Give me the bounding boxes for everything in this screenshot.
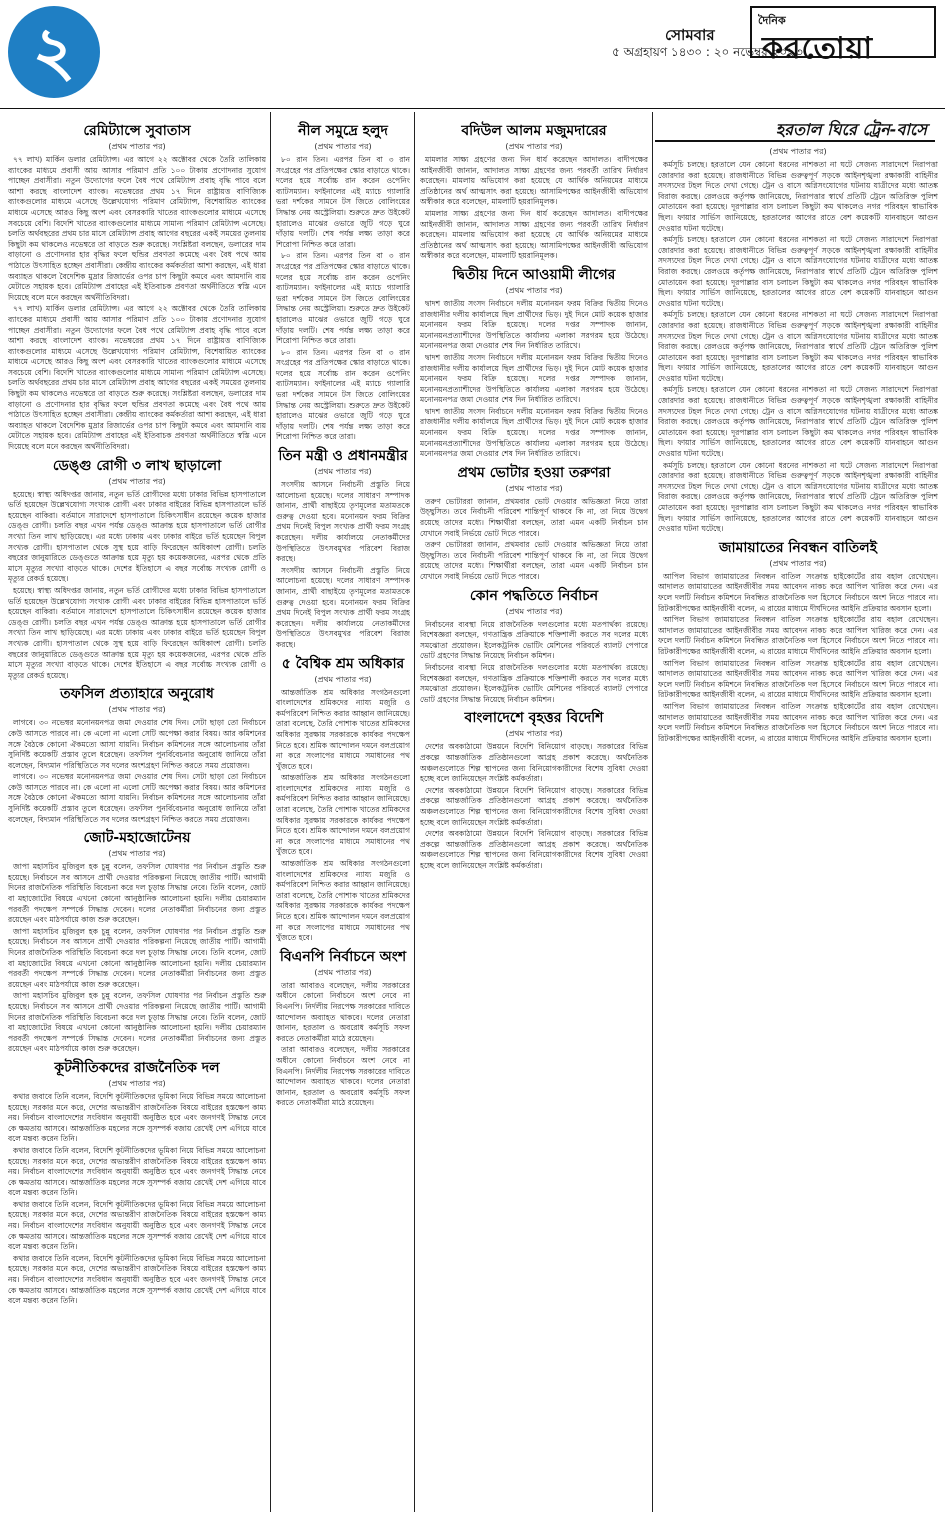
banner-headline: হরতাল ঘিরে ট্রেন-বাসে xyxy=(655,118,935,142)
article-body: দ্বাদশ জাতীয় সংসদ নির্বাচনে দলীয় মনোনয়ন ফরম বিক্রির দ্বিতীয় দিনেও রাজধানীর দলীয় কার্যালয়ে ছিল প্রার্থীদের ভিড়। দুই দিনে মোট কয়েক হাজার মনোনয়ন ফরম বিক্রি হয়েছে। দলের দপ্তর সম্পাদক জানান, মনোনয়নপ্রত্যাশীদের উপস্থিতিতে কার্যালয় এলাকা সরগরম হয়ে উঠেছে। মনোনয়নপত্র জমা দেওয়ার শেষ দিন নির্ধারিত তারিখে। xyxy=(420,352,648,405)
newspaper-logo xyxy=(750,6,936,66)
article-8[interactable] xyxy=(276,655,410,944)
article-10[interactable] xyxy=(420,122,648,262)
article-16[interactable] xyxy=(658,539,938,745)
article-body: কর্মসূচি চলছে। হরতালে যেন কোনো ধরনের নাশকতা না ঘটে সেজন্য সারাদেশে নিরাপত্তা জোরদার করা হয়েছে। রাজধানীতে বিভিন্ন গুরুত্বপূর্ণ সড়কে আইনশৃঙ্খলা রক্ষাকারী বাহিনীর সদস্যদের টহল দিতে দেখা গেছে। ট্রেন ও বাসে অগ্নিসংযোগের ঘটনায় যাত্রীদের মধ্যে আতঙ্ক বিরাজ করছে। রেলওয়ে কর্তৃপক্ষ জানিয়েছে, নিরাপত্তার স্বার্থে প্রতিটি ট্রেনে অতিরিক্ত পুলিশ মোতায়েন করা হয়েছে। দূরপাল্লার বাস চলাচল কিছুটা কম থাকলেও নগর পরিবহন স্বাভাবিক ছিল। ফায়ার সার্ভিস জানিয়েছে, হরতালের আগের রাতে বেশ কয়েকটি যানবাহনে আগুন দেওয়ার ঘটনা ঘটেছে। xyxy=(658,460,938,534)
article-body: কর্মসূচি চলছে। হরতালে যেন কোনো ধরনের নাশকতা না ঘটে সেজন্য সারাদেশে নিরাপত্তা জোরদার করা হয়েছে। রাজধানীতে বিভিন্ন গুরুত্বপূর্ণ সড়কে আইনশৃঙ্খলা রক্ষাকারী বাহিনীর সদস্যদের টহল দিতে দেখা গেছে। ট্রেন ও বাসে অগ্নিসংযোগের ঘটনায় যাত্রীদের মধ্যে আতঙ্ক বিরাজ করছে। রেলওয়ে কর্তৃপক্ষ জানিয়েছে, নিরাপত্তার স্বার্থে প্রতিটি ট্রেনে অতিরিক্ত পুলিশ মোতায়েন করা হয়েছে। দূরপাল্লার বাস চলাচল কিছুটা কম থাকলেও নগর পরিবহন স্বাভাবিক ছিল। ফায়ার সার্ভিস জানিয়েছে, হরতালের আগের রাতে বেশ কয়েকটি যানবাহনে আগুন দেওয়ার ঘটনা ঘটেছে। xyxy=(658,235,938,308)
article-body: দেশের অবকাঠামো উন্নয়নে বিদেশি বিনিয়োগ বাড়ছে। সরকারের বিভিন্ন প্রকল্পে আন্তর্জাতিক প্রতিষ্ঠানগুলো আগ্রহ প্রকাশ করেছে। অর্থনৈতিক অঞ্চলগুলোতে শিল্প স্থাপনের জন্য বিনিয়োগকারীদের বিশেষ সুবিধা দেওয়া হচ্ছে বলে জানিয়েছেন সংশ্লিষ্ট কর্মকর্তারা। xyxy=(420,785,648,827)
article-body: হয়েছে। স্বাস্থ্য অধিদপ্তর জানায়, নতুন ভর্তি রোগীদের মধ্যে ঢাকার বিভিন্ন হাসপাতালে ভর্তি হয়েছেন উল্লেখযোগ্য সংখ্যক রোগী এবং ঢাকার বাইরের বিভিন্ন হাসপাতালে ভর্তি হয়েছেন বাকিরা। বর্তমানে সারাদেশে হাসপাতালে চিকিৎসাধীন রয়েছেন কয়েক হাজার ডেঙ্গু রোগী। চলতি বছর এখন পর্যন্ত ডেঙ্গু আক্রান্ত হয়ে হাসপাতালে ভর্তি রোগীর সংখ্যা তিন লাখ ছাড়িয়েছে। এর মধ্যে ঢাকায় এবং ঢাকার বাইরে ভর্তি হয়েছেন বিপুল সংখ্যক রোগী। হাসপাতাল থেকে সুস্থ হয়ে বাড়ি ফিরেছেন অধিকাংশ রোগী। চলতি বছরের জানুয়ারিতে ডেঙ্গুতে আক্রান্ত হয়ে মৃত্যু হয় কয়েকজনের, এরপর থেকে প্রতি মাসে মৃত্যুর সংখ্যা বাড়তে থাকে। দেশের ইতিহাসে এ বছর সর্বোচ্চ সংখ্যক রোগী ও মৃত্যুর রেকর্ড হয়েছে। xyxy=(8,585,266,680)
article-body: হয়েছে। স্বাস্থ্য অধিদপ্তর জানায়, নতুন ভর্তি রোগীদের মধ্যে ঢাকার বিভিন্ন হাসপাতালে ভর্তি হয়েছেন উল্লেখযোগ্য সংখ্যক রোগী এবং ঢাকার বাইরের বিভিন্ন হাসপাতালে ভর্তি হয়েছেন বাকিরা। বর্তমানে সারাদেশে হাসপাতালে চিকিৎসাধীন রয়েছেন কয়েক হাজার ডেঙ্গু রোগী। চলতি বছর এখন পর্যন্ত ডেঙ্গু আক্রান্ত হয়ে হাসপাতালে ভর্তি রোগীর সংখ্যা তিন লাখ ছাড়িয়েছে। এর মধ্যে ঢাকায় এবং ঢাকার বাইরে ভর্তি হয়েছেন বিপুল সংখ্যক রোগী। হাসপাতাল থেকে সুস্থ হয়ে বাড়ি ফিরেছেন অধিকাংশ রোগী। চলতি বছরের জানুয়ারিতে ডেঙ্গুতে আক্রান্ত হয়ে মৃত্যু হয় কয়েকজনের, এরপর থেকে প্রতি মাসে মৃত্যুর সংখ্যা বাড়তে থাকে। দেশের ইতিহাসে এ বছর সর্বোচ্চ সংখ্যক রোগী ও মৃত্যুর রেকর্ড হয়েছে। xyxy=(8,489,266,584)
masthead-rule xyxy=(0,108,945,109)
article-9[interactable] xyxy=(276,948,410,1109)
logo-title: করতোয়া xyxy=(762,31,874,66)
article-body: নির্বাচনের ব্যবস্থা নিয়ে রাজনৈতিক দলগুলোর মধ্যে মতপার্থক্য রয়েছে। বিশেষজ্ঞরা বলছেন, গণতান্ত্রিক প্রক্রিয়াকে শক্তিশালী করতে সব দলের মধ্যে সমঝোতা প্রয়োজন। ইলেকট্রনিক ভোটিং মেশিনের পরিবর্তে ব্যালট পেপারে ভোট গ্রহণের সিদ্ধান্ত নিয়েছে নির্বাচন কমিশন। xyxy=(420,662,648,704)
article-body: লাগবে। ৩০ নভেম্বর মনোনয়নপত্র জমা দেওয়ার শেষ দিন। সেটা ছাড়া তো নির্বাচনে কেউ আসতে পারবে না। কে এলো না এলো সেটি অপেক্ষা করার বিষয়। আর কমিশনের সঙ্গে বৈঠকে কোনো ঐকমত্যে আসা যায়নি। নির্বাচন কমিশনের সঙ্গে আলোচনায় তাঁরা সুনির্দিষ্ট কয়েকটি প্রস্তাব তুলে ধরেছেন। তফসিল পুনর্বিবেচনার অনুরোধ জানিয়ে তাঁরা বলেছেন, বিদ্যমান পরিস্থিতিতে সব দলের অংশগ্রহণ নিশ্চিত করতে সময় প্রয়োজন। xyxy=(8,772,266,824)
article-body: সংসদীয় আসনে নির্বাচনী প্রস্তুতি নিয়ে আলোচনা হয়েছে। দলের সাধারণ সম্পাদক জানান, প্রার্থী বাছাইয়ে তৃণমূলের মতামতকে গুরুত্ব দেওয়া হবে। মনোনয়ন ফরম বিক্রির প্রথম দিনেই বিপুল সংখ্যক প্রার্থী ফরম সংগ্রহ করেছেন। দলীয় কার্যালয়ে নেতাকর্মীদের উপস্থিতিতে উৎসবমুখর পরিবেশ বিরাজ করছে। xyxy=(276,565,410,649)
article-body: কর্মসূচি চলছে। হরতালে যেন কোনো ধরনের নাশকতা না ঘটে সেজন্য সারাদেশে নিরাপত্তা জোরদার করা হয়েছে। রাজধানীতে বিভিন্ন গুরুত্বপূর্ণ সড়কে আইনশৃঙ্খলা রক্ষাকারী বাহিনীর সদস্যদের টহল দিতে দেখা গেছে। ট্রেন ও বাসে অগ্নিসংযোগের ঘটনায় যাত্রীদের মধ্যে আতঙ্ক বিরাজ করছে। রেলওয়ে কর্তৃপক্ষ জানিয়েছে, নিরাপত্তার স্বার্থে প্রতিটি ট্রেনে অতিরিক্ত পুলিশ মোতায়েন করা হয়েছে। দূরপাল্লার বাস চলাচল কিছুটা কম থাকলেও নগর পরিবহন স্বাভাবিক ছিল। ফায়ার সার্ভিস জানিয়েছে, হরতালের আগের রাতে বেশ কয়েকটি যানবাহনে আগুন দেওয়ার ঘটনা ঘটেছে। xyxy=(658,310,938,383)
article-title: বাংলাদেশে বৃহত্তর বিদেশি xyxy=(464,710,604,727)
article-jump: (প্রথম পাতার পর) xyxy=(505,729,563,739)
article-body: কর্মসূচি চলছে। হরতালে যেন কোনো ধরনের নাশকতা না ঘটে সেজন্য সারাদেশে নিরাপত্তা জোরদার করা হয়েছে। রাজধানীতে বিভিন্ন গুরুত্বপূর্ণ সড়কে আইনশৃঙ্খলা রক্ষাকারী বাহিনীর সদস্যদের টহল দিতে দেখা গেছে। ট্রেন ও বাসে অগ্নিসংযোগের ঘটনায় যাত্রীদের মধ্যে আতঙ্ক বিরাজ করছে। রেলওয়ে কর্তৃপক্ষ জানিয়েছে, নিরাপত্তার স্বার্থে প্রতিটি ট্রেনে অতিরিক্ত পুলিশ মোতায়েন করা হয়েছে। দূরপাল্লার বাস চলাচল কিছুটা কম থাকলেও নগর পরিবহন স্বাভাবিক ছিল। ফায়ার সার্ভিস জানিয়েছে, হরতালের আগের রাতে বেশ কয়েকটি যানবাহনে আগুন দেওয়ার ঘটনা ঘটেছে। xyxy=(658,160,938,233)
article-title: কূটনীতিকদের রাজনৈতিক দল xyxy=(54,1059,220,1076)
article-body: দ্বাদশ জাতীয় সংসদ নির্বাচনে দলীয় মনোনয়ন ফরম বিক্রির দ্বিতীয় দিনেও রাজধানীর দলীয় কার্যালয়ে ছিল প্রার্থীদের ভিড়। দুই দিনে মোট কয়েক হাজার মনোনয়ন ফরম বিক্রি হয়েছে। দলের দপ্তর সম্পাদক জানান, মনোনয়নপ্রত্যাশীদের উপস্থিতিতে কার্যালয় এলাকা সরগরম হয়ে উঠেছে। মনোনয়নপত্র জমা দেওয়ার শেষ দিন নির্ধারিত তারিখে। xyxy=(420,406,648,459)
article-5[interactable] xyxy=(8,1059,266,1307)
article-title: বদিউল আলম মজুমদারের xyxy=(461,123,607,139)
article-jump: (প্রথম পাতার পর) xyxy=(314,467,372,477)
article-11[interactable] xyxy=(420,266,648,460)
article-body: দেশের অবকাঠামো উন্নয়নে বিদেশি বিনিয়োগ বাড়ছে। সরকারের বিভিন্ন প্রকল্পে আন্তর্জাতিক প্রতিষ্ঠানগুলো আগ্রহ প্রকাশ করেছে। অর্থনৈতিক অঞ্চলগুলোতে শিল্প স্থাপনের জন্য বিনিয়োগকারীদের বিশেষ সুবিধা দেওয়া হচ্ছে বলে জানিয়েছেন সংশ্লিষ্ট কর্মকর্তারা। xyxy=(420,829,648,870)
article-title: জোট-মহাজোটেনয় xyxy=(83,830,191,847)
article-body: আপিল বিভাগ জামায়াতের নিবন্ধন বাতিল সংক্রান্ত হাইকোর্টের রায় বহাল রেখেছেন। আদালত জামায়াতের আইনজীবীর সময় আবেদন নাকচ করে আপিল খারিজ করে দেন। এর ফলে দলটি নির্বাচন কমিশনে নিবন্ধিত রাজনৈতিক দল হিসেবে নির্বাচনে অংশ নিতে পারবে না। রিটকারীপক্ষের আইনজীবী বলেন, এ রায়ের মাধ্যমে দীর্ঘদিনের আইনি প্রক্রিয়ার অবসান হলো। xyxy=(658,571,938,613)
article-body: কর্মসূচি চলছে। হরতালে যেন কোনো ধরনের নাশকতা না ঘটে সেজন্য সারাদেশে নিরাপত্তা জোরদার করা হয়েছে। রাজধানীতে বিভিন্ন গুরুত্বপূর্ণ সড়কে আইনশৃঙ্খলা রক্ষাকারী বাহিনীর সদস্যদের টহল দিতে দেখা গেছে। ট্রেন ও বাসে অগ্নিসংযোগের ঘটনায় যাত্রীদের মধ্যে আতঙ্ক বিরাজ করছে। রেলওয়ে কর্তৃপক্ষ জানিয়েছে, নিরাপত্তার স্বার্থে প্রতিটি ট্রেনে অতিরিক্ত পুলিশ মোতায়েন করা হয়েছে। দূরপাল্লার বাস চলাচল কিছুটা কম থাকলেও নগর পরিবহন স্বাভাবিক ছিল। ফায়ার সার্ভিস জানিয়েছে, হরতালের আগের রাতে বেশ কয়েকটি যানবাহনে আগুন দেওয়ার ঘটনা ঘটেছে। xyxy=(658,385,938,459)
article-title: বিএনপি নির্বাচনে অংশ xyxy=(279,948,407,965)
article-body: দ্বাদশ জাতীয় সংসদ নির্বাচনে দলীয় মনোনয়ন ফরম বিক্রির দ্বিতীয় দিনেও রাজধানীর দলীয় কার্যালয়ে ছিল প্রার্থীদের ভিড়। দুই দিনে মোট কয়েক হাজার মনোনয়ন ফরম বিক্রি হয়েছে। দলের দপ্তর সম্পাদক জানান, মনোনয়নপ্রত্যাশীদের উপস্থিতিতে কার্যালয় এলাকা সরগরম হয়ে উঠেছে। মনোনয়নপত্র জমা দেওয়ার শেষ দিন নির্ধারিত তারিখে। xyxy=(420,298,648,351)
article-body: দেশের অবকাঠামো উন্নয়নে বিদেশি বিনিয়োগ বাড়ছে। সরকারের বিভিন্ন প্রকল্পে আন্তর্জাতিক প্রতিষ্ঠানগুলো আগ্রহ প্রকাশ করেছে। অর্থনৈতিক অঞ্চলগুলোতে শিল্প স্থাপনের জন্য বিনিয়োগকারীদের বিশেষ সুবিধা দেওয়া হচ্ছে বলে জানিয়েছেন সংশ্লিষ্ট কর্মকর্তারা। xyxy=(420,742,648,784)
article-body: আন্তর্জাতিক শ্রম অধিকার সংগঠনগুলো বাংলাদেশের শ্রমিকদের ন্যায্য মজুরি ও কর্মপরিবেশ নিশ্চিত করার আহ্বান জানিয়েছে। তারা বলেছে, তৈরি পোশাক খাতের শ্রমিকদের অধিকার সুরক্ষায় সরকারকে কার্যকর পদক্ষেপ নিতে হবে। শ্রমিক আন্দোলন দমনে বলপ্রয়োগ না করে সংলাপের মাধ্যমে সমাধানের পথ খুঁজতে হবে। xyxy=(276,687,410,771)
article-body: ৮০ রান তিন। এরপর তিন বা ৩ রান সংগ্রহের পর প্রতিপক্ষের স্কোর বাড়াতে থাকে। দলের হয়ে সর্বোচ্চ রান করেন ওপেনিং ব্যাটসম্যান। ফাইনালের এই ম্যাচে গ্যালারি ভরা দর্শকের সামনে টস জিতে বোলিংয়ের সিদ্ধান্ত নেয় অস্ট্রেলিয়া। শুরুতে দ্রুত উইকেট হারালেও মাঝের ওভারে জুটি গড়ে ঘুরে দাঁড়ায় দলটি। শেষ পর্যন্ত লক্ষ্য তাড়া করে শিরোপা নিশ্চিত করে তারা। xyxy=(276,155,410,249)
article-body: আন্তর্জাতিক শ্রম অধিকার সংগঠনগুলো বাংলাদেশের শ্রমিকদের ন্যায্য মজুরি ও কর্মপরিবেশ নিশ্চিত করার আহ্বান জানিয়েছে। তারা বলেছে, তৈরি পোশাক খাতের শ্রমিকদের অধিকার সুরক্ষায় সরকারকে কার্যকর পদক্ষেপ নিতে হবে। শ্রমিক আন্দোলন দমনে বলপ্রয়োগ না করে সংলাপের মাধ্যমে সমাধানের পথ খুঁজতে হবে। xyxy=(276,859,410,943)
article-body: কথার জবাবে তিনি বলেন, বিদেশি কূটনীতিকদের ভূমিকা নিয়ে বিভিন্ন সময়ে আলোচনা হয়েছে। সরকার মনে করে, দেশের অভ্যন্তরীণ রাজনৈতিক বিষয়ে বাইরের হস্তক্ষেপ কাম্য নয়। নির্বাচন বাংলাদেশের সংবিধান অনুযায়ী অনুষ্ঠিত হবে এবং জনগণই সিদ্ধান্ত নেবে কে ক্ষমতায় আসবে। আন্তর্জাতিক মহলের সঙ্গে সুসম্পর্ক বজায় রেখেই দেশ এগিয়ে যাবে বলে মন্তব্য করেন তিনি। xyxy=(8,1253,266,1306)
article-title: ৫ বৈশ্বিক শ্রম অধিকার xyxy=(281,655,405,672)
article-body: নির্বাচনের ব্যবস্থা নিয়ে রাজনৈতিক দলগুলোর মধ্যে মতপার্থক্য রয়েছে। বিশেষজ্ঞরা বলছেন, গণতান্ত্রিক প্রক্রিয়াকে শক্তিশালী করতে সব দলের মধ্যে সমঝোতা প্রয়োজন। ইলেকট্রনিক ভোটিং মেশিনের পরিবর্তে ব্যালট পেপারে ভোট গ্রহণের সিদ্ধান্ত নিয়েছে নির্বাচন কমিশন। xyxy=(420,619,648,661)
masthead xyxy=(0,0,945,110)
column-divider xyxy=(270,112,271,1512)
issue-date: ৫ অগ্রহায়ণ ১৪৩০ : ২০ নভেম্বর ২০২৩ xyxy=(612,45,803,59)
article-title: ডেঙ্গু রোগী ৩ লাখ ছাড়ালো xyxy=(52,457,222,474)
article-14[interactable] xyxy=(420,709,648,871)
article-title: তফসিল প্রত্যাহারে অনুরোধ xyxy=(60,686,214,703)
article-title: রেমিট্যান্সে সুবাতাস xyxy=(83,123,191,139)
article-body: সংসদীয় আসনে নির্বাচনী প্রস্তুতি নিয়ে আলোচনা হয়েছে। দলের সাধারণ সম্পাদক জানান, প্রার্থী বাছাইয়ে তৃণমূলের মতামতকে গুরুত্ব দেওয়া হবে। মনোনয়ন ফরম বিক্রির প্রথম দিনেই বিপুল সংখ্যক প্রার্থী ফরম সংগ্রহ করেছেন। দলীয় কার্যালয়ে নেতাকর্মীদের উপস্থিতিতে উৎসবমুখর পরিবেশ বিরাজ করছে। xyxy=(276,480,410,564)
article-body: কথার জবাবে তিনি বলেন, বিদেশি কূটনীতিকদের ভূমিকা নিয়ে বিভিন্ন সময়ে আলোচনা হয়েছে। সরকার মনে করে, দেশের অভ্যন্তরীণ রাজনৈতিক বিষয়ে বাইরের হস্তক্ষেপ কাম্য নয়। নির্বাচন বাংলাদেশের সংবিধান অনুযায়ী অনুষ্ঠিত হবে এবং জনগণই সিদ্ধান্ত নেবে কে ক্ষমতায় আসবে। আন্তর্জাতিক মহলের সঙ্গে সুসম্পর্ক বজায় রেখেই দেশ এগিয়ে যাবে বলে মন্তব্য করেন তিনি। xyxy=(8,1145,266,1198)
article-title: তিন মন্ত্রী ও প্রধানমন্ত্রীর xyxy=(278,448,408,465)
article-jump: (প্রথম পাতার পর) xyxy=(314,142,372,151)
article-body: তরুণ ভোটাররা জানান, প্রথমবার ভোট দেওয়ার অভিজ্ঞতা নিয়ে তারা উচ্ছ্বসিত। তবে নির্বাচনী পরিবেশ শান্তিপূর্ণ থাকবে কি না, তা নিয়ে উদ্বেগ রয়েছে তাদের মধ্যে। শিক্ষার্থীরা বলছেন, তারা এমন একটি নির্বাচন চান যেখানে সবাই নির্ভয়ে ভোট দিতে পারবে। xyxy=(420,540,648,581)
article-2[interactable] xyxy=(8,457,266,682)
column-4 xyxy=(658,146,938,1511)
article-body: ৭৭ লাখ) মার্কিন ডলার রেমিট্যান্স। এর আগে ২২ অক্টোবর থেকে তৈরি তালিকায় ব্যাংকের মাধ্যমে প্রবাসী আয় আসার পরিমাণ প্রতি ১০০ টাকায় প্রণোদনার সুযোগ পাচ্ছেন প্রবাসীরা। নতুন উদ্যোগের ফলে বৈধ পথে রেমিট্যান্স প্রবাহ বৃদ্ধি পাবে বলে আশা করছে বাংলাদেশ ব্যাংক। নভেম্বরের প্রথম ১৭ দিনে রাষ্ট্রায়ত্ত বাণিজ্যিক ব্যাংকগুলোর মাধ্যমে এসেছে উল্লেখযোগ্য পরিমাণ রেমিট্যান্স, বিশেষায়িত ব্যাংকের মাধ্যমে এসেছে আরও কিছু অংশ এবং বেসরকারি খাতের ব্যাংকগুলোর মাধ্যমে এসেছে সবচেয়ে বেশি। বিদেশি খাতের ব্যাংকগুলোর মাধ্যমে সামান্য পরিমাণ রেমিট্যান্স এসেছে। চলতি অর্থবছরের প্রথম চার মাসে রেমিট্যান্স প্রবাহ আগের বছরের একই সময়ের তুলনায় কিছুটা কম থাকলেও নভেম্বরে তা বাড়তে শুরু করেছে। সংশ্লিষ্টরা বলছেন, ডলারের দাম বাড়ানো ও প্রণোদনার হার বৃদ্ধির ফলে হুন্ডির প্রবণতা কমেছে এবং বৈধ পথে আয় পাঠাতে উৎসাহিত হচ্ছেন প্রবাসীরা। কেন্দ্রীয় ব্যাংকের কর্মকর্তারা আশা করছেন, এই ধারা অব্যাহত থাকলে বৈদেশিক মুদ্রার রিজার্ভের ওপর চাপ কিছুটা কমবে এবং আমদানি ব্যয় মেটাতে সহায়ক হবে। রেমিট্যান্স প্রবাহের এই ইতিবাচক প্রবণতা অর্থনীতিতে স্বস্তি এনে দিয়েছে বলে মনে করছেন অর্থনীতিবিদরা। xyxy=(8,304,266,452)
article-title: প্রথম ভোটার হওয়া তরুণরা xyxy=(457,464,611,481)
article-body: কথার জবাবে তিনি বলেন, বিদেশি কূটনীতিকদের ভূমিকা নিয়ে বিভিন্ন সময়ে আলোচনা হয়েছে। সরকার মনে করে, দেশের অভ্যন্তরীণ রাজনৈতিক বিষয়ে বাইরের হস্তক্ষেপ কাম্য নয়। নির্বাচন বাংলাদেশের সংবিধান অনুযায়ী অনুষ্ঠিত হবে এবং জনগণই সিদ্ধান্ত নেবে কে ক্ষমতায় আসবে। আন্তর্জাতিক মহলের সঙ্গে সুসম্পর্ক বজায় রেখেই দেশ এগিয়ে যাবে বলে মন্তব্য করেন তিনি। xyxy=(8,1199,266,1252)
article-body: জাপা মহাসচিব মুজিবুল হক চুন্নু বলেন, তফসিল ঘোষণার পর নির্বাচন প্রস্তুতি শুরু হয়েছে। নির্বাচনে সব আসনে প্রার্থী দেওয়ার পরিকল্পনা নিয়েছে জাতীয় পার্টি। আগামী দিনের রাজনৈতিক পরিস্থিতি বিবেচনা করে দল চূড়ান্ত সিদ্ধান্ত নেবে। তিনি বলেন, জোট বা মহাজোটের বিষয়ে এখনো কোনো আনুষ্ঠানিক আলোচনা হয়নি। দলীয় চেয়ারম্যান পরবর্তী পদক্ষেপ সম্পর্কে সিদ্ধান্ত দেবেন। দলের নেতাকর্মীরা নির্বাচনের জন্য প্রস্তুত রয়েছেন এবং মাঠপর্যায়ে কাজ শুরু করেছেন। xyxy=(8,991,266,1054)
article-body: ৮০ রান তিন। এরপর তিন বা ৩ রান সংগ্রহের পর প্রতিপক্ষের স্কোর বাড়াতে থাকে। দলের হয়ে সর্বোচ্চ রান করেন ওপেনিং ব্যাটসম্যান। ফাইনালের এই ম্যাচে গ্যালারি ভরা দর্শকের সামনে টস জিতে বোলিংয়ের সিদ্ধান্ত নেয় অস্ট্রেলিয়া। শুরুতে দ্রুত উইকেট হারালেও মাঝের ওভারে জুটি গড়ে ঘুরে দাঁড়ায় দলটি। শেষ পর্যন্ত লক্ষ্য তাড়া করে শিরোপা নিশ্চিত করে তারা। xyxy=(276,251,410,346)
article-jump: (প্রথম পাতার পর) xyxy=(108,849,166,859)
article-jump: (প্রথম পাতার পর) xyxy=(505,606,563,616)
article-jump: (প্রথম পাতার পর) xyxy=(108,705,166,715)
article-jump: (প্রথম পাতার পর) xyxy=(314,674,372,684)
column-1 xyxy=(8,118,266,1511)
article-7[interactable] xyxy=(276,447,410,651)
logo-prefix: দৈনিক xyxy=(758,14,786,27)
page-number: ২ xyxy=(8,6,100,98)
article-title: দ্বিতীয় দিনে আওয়ামী লীগের xyxy=(452,266,616,283)
article-jump: (প্রথম পাতার পর) xyxy=(769,147,827,156)
article-jump: (প্রথম পাতার পর) xyxy=(314,967,372,977)
article-jump: (প্রথম পাতার পর) xyxy=(108,476,166,486)
article-jump: (প্রথম পাতার পর) xyxy=(505,142,563,151)
article-jump: (প্রথম পাতার পর) xyxy=(108,142,166,151)
article-jump: (প্রথম পাতার পর) xyxy=(505,483,563,493)
article-body: তরুণ ভোটাররা জানান, প্রথমবার ভোট দেওয়ার অভিজ্ঞতা নিয়ে তারা উচ্ছ্বসিত। তবে নির্বাচনী পরিবেশ শান্তিপূর্ণ থাকবে কি না, তা নিয়ে উদ্বেগ রয়েছে তাদের মধ্যে। শিক্ষার্থীরা বলছেন, তারা এমন একটি নির্বাচন চান যেখানে সবাই নির্ভয়ে ভোট দিতে পারবে। xyxy=(420,496,648,538)
article-body: ৮০ রান তিন। এরপর তিন বা ৩ রান সংগ্রহের পর প্রতিপক্ষের স্কোর বাড়াতে থাকে। দলের হয়ে সর্বোচ্চ রান করেন ওপেনিং ব্যাটসম্যান। ফাইনালের এই ম্যাচে গ্যালারি ভরা দর্শকের সামনে টস জিতে বোলিংয়ের সিদ্ধান্ত নেয় অস্ট্রেলিয়া। শুরুতে দ্রুত উইকেট হারালেও মাঝের ওভারে জুটি গড়ে ঘুরে দাঁড়ায় দলটি। শেষ পর্যন্ত লক্ষ্য তাড়া করে শিরোপা নিশ্চিত করে তারা। xyxy=(276,347,410,442)
article-4[interactable] xyxy=(8,829,266,1055)
article-jump: (প্রথম পাতার পর) xyxy=(108,1078,166,1088)
article-body: আপিল বিভাগ জামায়াতের নিবন্ধন বাতিল সংক্রান্ত হাইকোর্টের রায় বহাল রেখেছেন। আদালত জামায়াতের আইনজীবীর সময় আবেদন নাকচ করে আপিল খারিজ করে দেন। এর ফলে দলটি নির্বাচন কমিশনে নিবন্ধিত রাজনৈতিক দল হিসেবে নির্বাচনে অংশ নিতে পারবে না। রিটকারীপক্ষের আইনজীবী বলেন, এ রায়ের মাধ্যমে দীর্ঘদিনের আইনি প্রক্রিয়ার অবসান হলো। xyxy=(658,658,938,700)
article-15[interactable] xyxy=(658,146,938,535)
article-body: জাপা মহাসচিব মুজিবুল হক চুন্নু বলেন, তফসিল ঘোষণার পর নির্বাচন প্রস্তুতি শুরু হয়েছে। নির্বাচনে সব আসনে প্রার্থী দেওয়ার পরিকল্পনা নিয়েছে জাতীয় পার্টি। আগামী দিনের রাজনৈতিক পরিস্থিতি বিবেচনা করে দল চূড়ান্ত সিদ্ধান্ত নেবে। তিনি বলেন, জোট বা মহাজোটের বিষয়ে এখনো কোনো আনুষ্ঠানিক আলোচনা হয়নি। দলীয় চেয়ারম্যান পরবর্তী পদক্ষেপ সম্পর্কে সিদ্ধান্ত দেবেন। দলের নেতাকর্মীরা নির্বাচনের জন্য প্রস্তুত রয়েছেন এবং মাঠপর্যায়ে কাজ শুরু করেছেন। xyxy=(8,926,266,989)
column-2 xyxy=(276,118,410,1511)
article-body: আপিল বিভাগ জামায়াতের নিবন্ধন বাতিল সংক্রান্ত হাইকোর্টের রায় বহাল রেখেছেন। আদালত জামায়াতের আইনজীবীর সময় আবেদন নাকচ করে আপিল খারিজ করে দেন। এর ফলে দলটি নির্বাচন কমিশনে নিবন্ধিত রাজনৈতিক দল হিসেবে নির্বাচনে অংশ নিতে পারবে না। রিটকারীপক্ষের আইনজীবী বলেন, এ রায়ের মাধ্যমে দীর্ঘদিনের আইনি প্রক্রিয়ার অবসান হলো। xyxy=(658,615,938,656)
article-title: নীল সমুদ্রে হলুদ xyxy=(298,123,388,139)
article-title: কোন পদ্ধতিতে নির্বাচন xyxy=(469,587,599,604)
column-divider xyxy=(652,112,653,1512)
article-body: আন্তর্জাতিক শ্রম অধিকার সংগঠনগুলো বাংলাদেশের শ্রমিকদের ন্যায্য মজুরি ও কর্মপরিবেশ নিশ্চিত করার আহ্বান জানিয়েছে। তারা বলেছে, তৈরি পোশাক খাতের শ্রমিকদের অধিকার সুরক্ষায় সরকারকে কার্যকর পদক্ষেপ নিতে হবে। শ্রমিক আন্দোলন দমনে বলপ্রয়োগ না করে সংলাপের মাধ্যমে সমাধানের পথ খুঁজতে হবে। xyxy=(276,773,410,857)
article-jump: (প্রথম পাতার পর) xyxy=(505,285,563,295)
article-12[interactable] xyxy=(420,464,648,583)
article-13[interactable] xyxy=(420,587,648,706)
article-body: জাপা মহাসচিব মুজিবুল হক চুন্নু বলেন, তফসিল ঘোষণার পর নির্বাচন প্রস্তুতি শুরু হয়েছে। নির্বাচনে সব আসনে প্রার্থী দেওয়ার পরিকল্পনা নিয়েছে জাতীয় পার্টি। আগামী দিনের রাজনৈতিক পরিস্থিতি বিবেচনা করে দল চূড়ান্ত সিদ্ধান্ত নেবে। তিনি বলেন, জোট বা মহাজোটের বিষয়ে এখনো কোনো আনুষ্ঠানিক আলোচনা হয়নি। দলীয় চেয়ারম্যান পরবর্তী পদক্ষেপ সম্পর্কে সিদ্ধান্ত দেবেন। দলের নেতাকর্মীরা নির্বাচনের জন্য প্রস্তুত রয়েছেন এবং মাঠপর্যায়ে কাজ শুরু করেছেন। xyxy=(8,862,266,925)
article-3[interactable] xyxy=(8,685,266,825)
article-6[interactable] xyxy=(276,122,410,443)
weekday: সোমবার xyxy=(665,26,715,44)
article-1[interactable] xyxy=(8,122,266,453)
article-body: ৭৭ লাখ) মার্কিন ডলার রেমিট্যান্স। এর আগে ২২ অক্টোবর থেকে তৈরি তালিকায় ব্যাংকের মাধ্যমে প্রবাসী আয় আসার পরিমাণ প্রতি ১০০ টাকায় প্রণোদনার সুযোগ পাচ্ছেন প্রবাসীরা। নতুন উদ্যোগের ফলে বৈধ পথে রেমিট্যান্স প্রবাহ বৃদ্ধি পাবে বলে আশা করছে বাংলাদেশ ব্যাংক। নভেম্বরের প্রথম ১৭ দিনে রাষ্ট্রায়ত্ত বাণিজ্যিক ব্যাংকগুলোর মাধ্যমে এসেছে উল্লেখযোগ্য পরিমাণ রেমিট্যান্স, বিশেষায়িত ব্যাংকের মাধ্যমে এসেছে আরও কিছু অংশ এবং বেসরকারি খাতের ব্যাংকগুলোর মাধ্যমে এসেছে সবচেয়ে বেশি। বিদেশি খাতের ব্যাংকগুলোর মাধ্যমে সামান্য পরিমাণ রেমিট্যান্স এসেছে। চলতি অর্থবছরের প্রথম চার মাসে রেমিট্যান্স প্রবাহ আগের বছরের একই সময়ের তুলনায় কিছুটা কম থাকলেও নভেম্বরে তা বাড়তে শুরু করেছে। সংশ্লিষ্টরা বলছেন, ডলারের দাম বাড়ানো ও প্রণোদনার হার বৃদ্ধির ফলে হুন্ডির প্রবণতা কমেছে এবং বৈধ পথে আয় পাঠাতে উৎসাহিত হচ্ছেন প্রবাসীরা। কেন্দ্রীয় ব্যাংকের কর্মকর্তারা আশা করছেন, এই ধারা অব্যাহত থাকলে বৈদেশিক মুদ্রার রিজার্ভের ওপর চাপ কিছুটা কমবে এবং আমদানি ব্যয় মেটাতে সহায়ক হবে। রেমিট্যান্স প্রবাহের এই ইতিবাচক প্রবণতা অর্থনীতিতে স্বস্তি এনে দিয়েছে বলে মনে করছেন অর্থনীতিবিদরা। xyxy=(8,155,266,302)
article-body: তারা আবারও বলেছেন, দলীয় সরকারের অধীনে কোনো নির্বাচনে অংশ নেবে না বিএনপি। নির্দলীয় নিরপেক্ষ সরকারের দাবিতে আন্দোলন অব্যাহত থাকবে। দলের নেতারা জানান, হরতাল ও অবরোধ কর্মসূচি সফল করতে নেতাকর্মীরা মাঠে রয়েছেন। xyxy=(276,1045,410,1108)
column-divider xyxy=(414,112,415,1512)
article-body: মামলার সাক্ষ্য গ্রহণের জন্য দিন ধার্য করেছেন আদালত। বাদীপক্ষের আইনজীবী জানান, আদালত সাক্ষ্য গ্রহণের জন্য পরবর্তী তারিখ নির্ধারণ করেছেন। মামলায় অভিযোগ করা হয়েছে যে আর্থিক অনিয়মের মাধ্যমে প্রতিষ্ঠানের অর্থ আত্মসাৎ করা হয়েছে। আসামিপক্ষের আইনজীবী অভিযোগ অস্বীকার করে বলেছেন, মামলাটি হয়রানিমূলক। xyxy=(420,155,648,207)
column-3 xyxy=(420,118,648,1511)
article-body: মামলার সাক্ষ্য গ্রহণের জন্য দিন ধার্য করেছেন আদালত। বাদীপক্ষের আইনজীবী জানান, আদালত সাক্ষ্য গ্রহণের জন্য পরবর্তী তারিখ নির্ধারণ করেছেন। মামলায় অভিযোগ করা হয়েছে যে আর্থিক অনিয়মের মাধ্যমে প্রতিষ্ঠানের অর্থ আত্মসাৎ করা হয়েছে। আসামিপক্ষের আইনজীবী অভিযোগ অস্বীকার করে বলেছেন, মামলাটি হয়রানিমূলক। xyxy=(420,208,648,261)
article-body: আপিল বিভাগ জামায়াতের নিবন্ধন বাতিল সংক্রান্ত হাইকোর্টের রায় বহাল রেখেছেন। আদালত জামায়াতের আইনজীবীর সময় আবেদন নাকচ করে আপিল খারিজ করে দেন। এর ফলে দলটি নির্বাচন কমিশনে নিবন্ধিত রাজনৈতিক দল হিসেবে নির্বাচনে অংশ নিতে পারবে না। রিটকারীপক্ষের আইনজীবী বলেন, এ রায়ের মাধ্যমে দীর্ঘদিনের আইনি প্রক্রিয়ার অবসান হলো। xyxy=(658,701,938,743)
article-body: কথার জবাবে তিনি বলেন, বিদেশি কূটনীতিকদের ভূমিকা নিয়ে বিভিন্ন সময়ে আলোচনা হয়েছে। সরকার মনে করে, দেশের অভ্যন্তরীণ রাজনৈতিক বিষয়ে বাইরের হস্তক্ষেপ কাম্য নয়। নির্বাচন বাংলাদেশের সংবিধান অনুযায়ী অনুষ্ঠিত হবে এবং জনগণই সিদ্ধান্ত নেবে কে ক্ষমতায় আসবে। আন্তর্জাতিক মহলের সঙ্গে সুসম্পর্ক বজায় রেখেই দেশ এগিয়ে যাবে বলে মন্তব্য করেন তিনি। xyxy=(8,1091,266,1144)
article-body: তারা আবারও বলেছেন, দলীয় সরকারের অধীনে কোনো নির্বাচনে অংশ নেবে না বিএনপি। নির্দলীয় নিরপেক্ষ সরকারের দাবিতে আন্দোলন অব্যাহত থাকবে। দলের নেতারা জানান, হরতাল ও অবরোধ কর্মসূচি সফল করতে নেতাকর্মীরা মাঠে রয়েছেন। xyxy=(276,980,410,1043)
article-title: জামায়াতের নিবন্ধন বাতিলই xyxy=(719,539,877,556)
article-jump: (প্রথম পাতার পর) xyxy=(769,558,827,568)
article-body: লাগবে। ৩০ নভেম্বর মনোনয়নপত্র জমা দেওয়ার শেষ দিন। সেটা ছাড়া তো নির্বাচনে কেউ আসতে পারবে না। কে এলো না এলো সেটি অপেক্ষা করার বিষয়। আর কমিশনের সঙ্গে বৈঠকে কোনো ঐকমত্যে আসা যায়নি। নির্বাচন কমিশনের সঙ্গে আলোচনায় তাঁরা সুনির্দিষ্ট কয়েকটি প্রস্তাব তুলে ধরেছেন। তফসিল পুনর্বিবেচনার অনুরোধ জানিয়ে তাঁরা বলেছেন, বিদ্যমান পরিস্থিতিতে সব দলের অংশগ্রহণ নিশ্চিত করতে সময় প্রয়োজন। xyxy=(8,718,266,770)
